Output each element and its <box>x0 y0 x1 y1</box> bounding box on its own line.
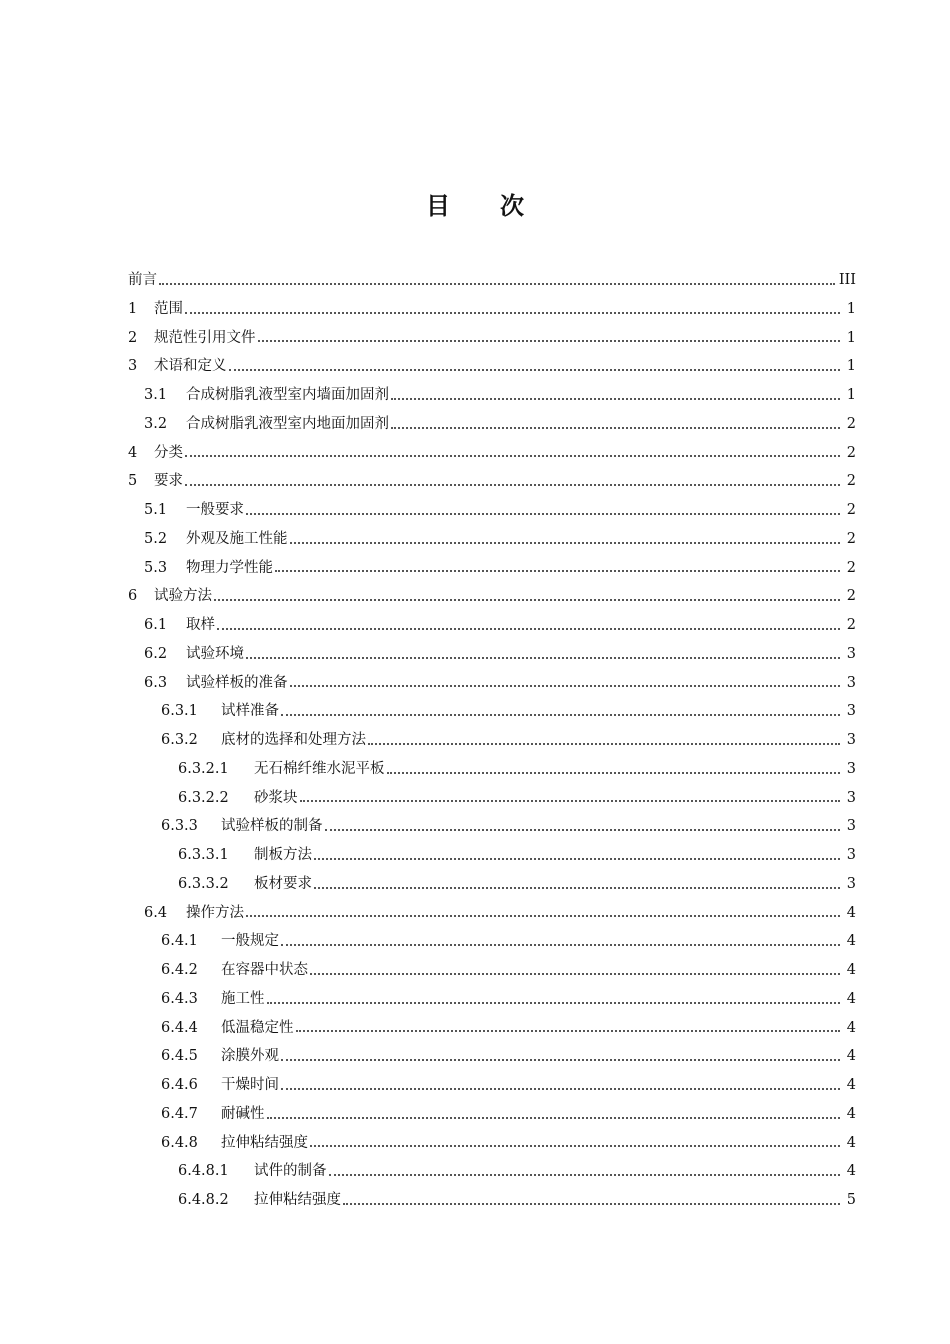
toc-entry-number: 3.1 <box>144 387 168 404</box>
toc-entry-page-number: 4 <box>846 933 856 950</box>
toc-entry[interactable] <box>128 1100 856 1129</box>
toc-entry[interactable] <box>128 1014 856 1043</box>
toc-entry-label: 底材的选择和处理方法 <box>221 732 366 749</box>
toc-entry[interactable] <box>128 669 856 698</box>
dot-leader <box>290 541 841 544</box>
toc-entry-number: 6.3.2.2 <box>178 789 229 806</box>
toc-entry-number: 6.4 <box>144 904 168 921</box>
toc-entry[interactable] <box>128 1186 856 1215</box>
toc-entry[interactable] <box>128 496 856 525</box>
toc-entry-label: 一般要求 <box>186 502 244 519</box>
dot-leader <box>387 771 841 774</box>
toc-entry-number: 6.1 <box>144 617 168 634</box>
toc-entry-label: 涂膜外观 <box>221 1048 279 1065</box>
toc-entry-page-number: 2 <box>846 415 856 432</box>
dot-leader <box>391 426 840 429</box>
toc-entry-label: 规范性引用文件 <box>154 329 256 346</box>
toc-entry[interactable] <box>128 812 856 841</box>
toc-entry[interactable] <box>128 266 856 295</box>
toc-entry-page-number: 3 <box>846 674 856 691</box>
toc-entry[interactable] <box>128 324 856 353</box>
dot-leader <box>296 1029 841 1032</box>
dot-leader <box>267 1116 841 1119</box>
toc-entry-number: 6.4.1 <box>161 933 198 950</box>
toc-entry-number: 6.4.8.2 <box>178 1192 229 1209</box>
toc-entry[interactable] <box>128 870 856 899</box>
toc-entry-number: 6.4.2 <box>161 962 198 979</box>
dot-leader <box>310 972 840 975</box>
dot-leader <box>343 1202 840 1205</box>
toc-entry[interactable] <box>128 985 856 1014</box>
toc-entry-page-number: 2 <box>846 588 856 605</box>
title-char-2: 次 <box>500 192 524 220</box>
toc-entry-page-number: 3 <box>846 703 856 720</box>
dot-leader <box>185 483 840 486</box>
toc-entry[interactable] <box>128 611 856 640</box>
toc-entry[interactable] <box>128 582 856 611</box>
toc-entry-label: 耐碱性 <box>221 1105 265 1122</box>
toc-entry-number: 6.3.3.2 <box>178 875 229 892</box>
dot-leader <box>314 857 840 860</box>
toc-entry-label: 制板方法 <box>254 847 312 864</box>
toc-entry-label: 拉伸粘结强度 <box>254 1192 341 1209</box>
dot-leader <box>246 512 840 515</box>
toc-entry-label: 拉伸粘结强度 <box>221 1134 308 1151</box>
toc-entry-page-number: 4 <box>846 1134 856 1151</box>
page-title <box>0 186 950 221</box>
toc-entry-label: 干燥时间 <box>221 1077 279 1094</box>
toc-entry-page-number: 4 <box>846 962 856 979</box>
dot-leader <box>267 1001 841 1004</box>
toc-entry[interactable] <box>128 554 856 583</box>
toc-entry-number: 5.2 <box>144 530 168 547</box>
toc-entry[interactable] <box>128 640 856 669</box>
toc-entry-page-number: 2 <box>846 617 856 634</box>
toc-entry-page-number: 1 <box>846 300 856 317</box>
toc-entry-number: 6.4.8.1 <box>178 1163 229 1180</box>
dot-leader <box>159 282 835 285</box>
dot-leader <box>300 799 841 802</box>
dot-leader <box>246 656 840 659</box>
toc-entry[interactable] <box>128 755 856 784</box>
toc-entry[interactable] <box>128 1071 856 1100</box>
toc-entry-label: 合成树脂乳液型室内地面加固剂 <box>186 415 389 432</box>
toc-entry[interactable] <box>128 439 856 468</box>
toc-entry-number: 6.4.5 <box>161 1048 198 1065</box>
dot-leader <box>258 339 841 342</box>
toc-entry-number: 6 <box>128 588 138 605</box>
toc-entry[interactable] <box>128 899 856 928</box>
toc-entry[interactable] <box>128 381 856 410</box>
toc-entry-label: 术语和定义 <box>154 358 227 375</box>
toc-entry-page-number: 1 <box>846 358 856 375</box>
toc-entry-label: 低温稳定性 <box>221 1019 294 1036</box>
toc-entry-page-number: 2 <box>846 444 856 461</box>
toc-entry-label: 施工性 <box>221 990 265 1007</box>
toc-entry[interactable] <box>128 295 856 324</box>
toc-entry-number: 6.3.1 <box>161 703 198 720</box>
dot-leader <box>214 598 840 601</box>
toc-entry[interactable] <box>128 841 856 870</box>
dot-leader <box>368 742 840 745</box>
toc-entry[interactable] <box>128 956 856 985</box>
dot-leader <box>290 684 841 687</box>
toc-entry-number: 6.4.6 <box>161 1077 198 1094</box>
toc-entry-page-number: 3 <box>846 875 856 892</box>
dot-leader <box>275 569 840 572</box>
toc-entry-label: 外观及施工性能 <box>186 530 288 547</box>
toc-entry-label: 在容器中状态 <box>221 962 308 979</box>
dot-leader <box>229 368 841 371</box>
toc-entry-page-number: 4 <box>846 1048 856 1065</box>
table-of-contents <box>128 266 856 1215</box>
toc-entry-number: 3 <box>128 358 138 375</box>
toc-entry-number: 6.3 <box>144 674 168 691</box>
toc-entry-page-number: 2 <box>846 502 856 519</box>
toc-entry-label: 试验环境 <box>186 645 244 662</box>
toc-entry-page-number: 3 <box>846 760 856 777</box>
toc-entry-page-number: 2 <box>846 530 856 547</box>
toc-entry-number: 1 <box>128 300 138 317</box>
toc-entry-number: 6.4.7 <box>161 1105 198 1122</box>
toc-entry-label: 试件的制备 <box>254 1163 327 1180</box>
toc-entry-page-number: 1 <box>846 387 856 404</box>
toc-entry-label: 合成树脂乳液型室内墙面加固剂 <box>186 387 389 404</box>
toc-entry-label: 试样准备 <box>221 703 279 720</box>
dot-leader <box>185 311 840 314</box>
toc-entry-page-number: 4 <box>846 990 856 1007</box>
toc-entry-number: 5 <box>128 473 138 490</box>
dot-leader <box>281 1087 840 1090</box>
toc-entry[interactable] <box>128 927 856 956</box>
toc-entry-page-number: 5 <box>846 1192 856 1209</box>
toc-entry[interactable] <box>128 1157 856 1186</box>
toc-entry-page-number: 4 <box>846 1105 856 1122</box>
toc-entry-label: 一般规定 <box>221 933 279 950</box>
toc-entry-number: 6.4.4 <box>161 1019 198 1036</box>
dot-leader <box>325 828 841 831</box>
toc-entry-number: 6.3.2.1 <box>178 760 229 777</box>
toc-entry-page-number: 4 <box>846 1019 856 1036</box>
toc-entry[interactable] <box>128 352 856 381</box>
toc-entry-page-number: 2 <box>846 559 856 576</box>
toc-entry-label: 试验样板的制备 <box>221 818 323 835</box>
toc-entry-label: 试验方法 <box>154 588 212 605</box>
title-char-1: 目 <box>426 192 450 220</box>
toc-entry-page-number: 2 <box>846 473 856 490</box>
toc-entry-page-number: 4 <box>846 904 856 921</box>
toc-entry-page-number: 3 <box>846 789 856 806</box>
toc-entry[interactable] <box>128 410 856 439</box>
toc-entry-page-number: 4 <box>846 1077 856 1094</box>
dot-leader <box>281 943 840 946</box>
dot-leader <box>217 627 840 630</box>
toc-entry-number: 4 <box>128 444 138 461</box>
toc-entry-number: 6.4.8 <box>161 1134 198 1151</box>
toc-entry-number: 5.1 <box>144 502 168 519</box>
toc-entry[interactable] <box>128 784 856 813</box>
toc-entry-number: 6.3.3 <box>161 818 198 835</box>
toc-entry-number: 3.2 <box>144 415 168 432</box>
toc-entry-label: 试验样板的准备 <box>186 674 288 691</box>
toc-entry[interactable] <box>128 1129 856 1158</box>
toc-entry-number: 2 <box>128 329 138 346</box>
dot-leader <box>281 1058 840 1061</box>
dot-leader <box>281 713 840 716</box>
toc-entry-page-number: 3 <box>846 818 856 835</box>
toc-entry-label: 要求 <box>154 473 183 490</box>
toc-entry-page-number: 1 <box>846 329 856 346</box>
toc-entry-label: 无石棉纤维水泥平板 <box>254 760 385 777</box>
toc-entry-label: 分类 <box>154 444 183 461</box>
toc-entry-page-number: 4 <box>846 1163 856 1180</box>
toc-entry-label: 物理力学性能 <box>186 559 273 576</box>
toc-entry-number: 6.3.3.1 <box>178 847 229 864</box>
toc-entry-number: 6.2 <box>144 645 168 662</box>
toc-entry[interactable] <box>128 697 856 726</box>
toc-entry-number: 5.3 <box>144 559 168 576</box>
toc-entry[interactable] <box>128 726 856 755</box>
dot-leader <box>314 886 840 889</box>
toc-entry[interactable] <box>128 525 856 554</box>
toc-entry-page-number: 3 <box>846 645 856 662</box>
toc-entry[interactable] <box>128 1042 856 1071</box>
toc-entry-page-number: 3 <box>846 847 856 864</box>
toc-entry-label: 前言 <box>128 272 157 289</box>
dot-leader <box>246 914 840 917</box>
toc-entry-label: 板材要求 <box>254 875 312 892</box>
dot-leader <box>391 397 840 400</box>
toc-entry[interactable] <box>128 467 856 496</box>
dot-leader <box>329 1173 841 1176</box>
toc-entry-number: 6.4.3 <box>161 990 198 1007</box>
toc-entry-page-number: III <box>838 272 856 289</box>
toc-entry-number: 6.3.2 <box>161 732 198 749</box>
dot-leader <box>185 454 840 457</box>
toc-entry-label: 砂浆块 <box>254 789 298 806</box>
toc-entry-label: 取样 <box>186 617 215 634</box>
toc-entry-label: 范围 <box>154 300 183 317</box>
toc-entry-page-number: 3 <box>846 732 856 749</box>
dot-leader <box>310 1144 840 1147</box>
toc-entry-label: 操作方法 <box>186 904 244 921</box>
